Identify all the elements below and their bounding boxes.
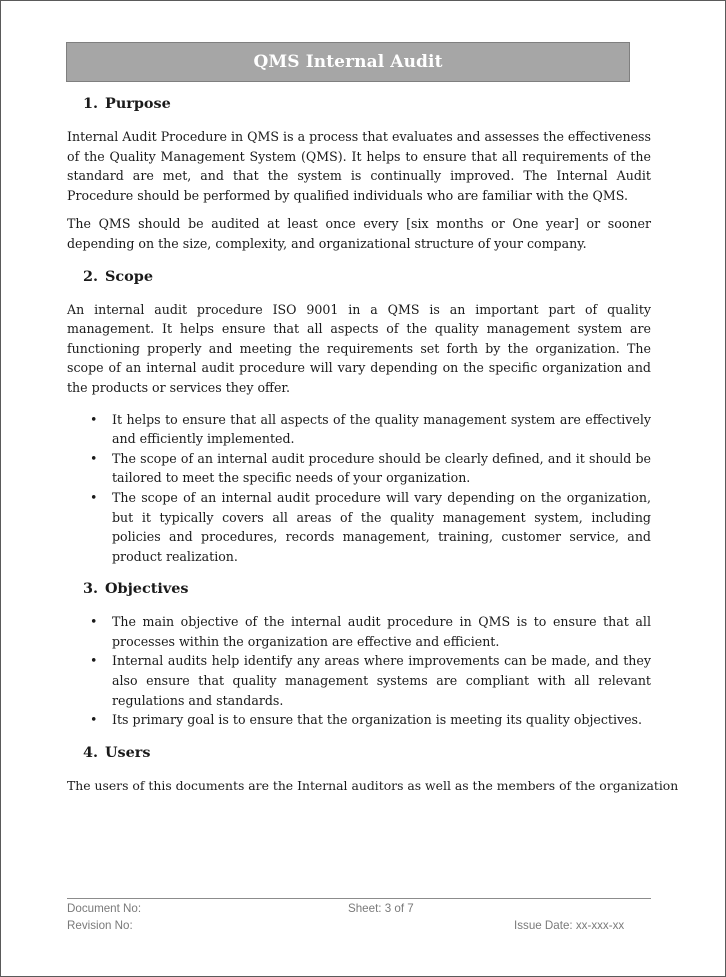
bullet-marker: • [90, 450, 98, 466]
paragraph: Internal Audit Procedure in QMS is a process that evaluates and assesses the effectiveness of the Quality Management System (QMS). It helps to ensure that all requirements of the standard are met, and that the system is continually improved. The Internal Audit Procedure should be performed by qualified individuals who are familiar with the QMS. [67, 129, 651, 203]
section-heading [83, 742, 651, 764]
list-item-text: Its primary goal is to ensure that the organization is meeting its quality objectives. [112, 712, 643, 728]
bullet-marker: • [90, 411, 98, 427]
title-banner [66, 42, 630, 82]
section-number: 3. [83, 580, 99, 598]
paragraph: The users of this documents are the Internal auditors as well as the members of the organization [67, 777, 679, 793]
section-heading [83, 266, 651, 288]
paragraph: An internal audit procedure ISO 9001 in a QMS is an important part of quality management. It helps ensure that all aspects of the quality management system are functioning properly and meeting the requirements set forth by the organization. The scope of an internal audit procedure will vary depending on the specific organization and the products or services they offer. [67, 301, 651, 395]
section-title: Users [105, 743, 151, 761]
section-heading [83, 578, 651, 600]
bullet-marker: • [90, 489, 98, 505]
bullet-list [67, 410, 651, 567]
revision-number-label: Revision No: [67, 919, 133, 932]
list-item-text: The scope of an internal audit procedure should be clearly defined, and it should be tailored to meet the specific needs of your organization. [112, 450, 651, 486]
section-title: Purpose [105, 95, 171, 112]
bullet-marker: • [90, 653, 98, 669]
section-number: 4. [83, 743, 99, 761]
section-users [67, 742, 679, 796]
bullet-list [67, 612, 651, 730]
bullet-marker: • [90, 614, 98, 630]
issue-date: Issue Date: xx-xxx-xx [514, 919, 625, 932]
section-purpose [67, 93, 651, 254]
page-footer [67, 898, 651, 939]
section-scope [67, 266, 651, 567]
list-item [90, 488, 651, 566]
list-item [90, 651, 651, 710]
bullet-marker: • [90, 712, 98, 728]
document-number-label: Document No: [67, 902, 142, 915]
section-heading [83, 93, 651, 115]
list-item-text: The scope of an internal audit procedure will vary depending on the organization, but it typically covers all areas of the quality management system, including policies and procedures, records management, training, customer service, and product realization. [112, 489, 651, 564]
section-number: 1. [83, 95, 99, 112]
list-item [90, 612, 651, 651]
list-item [90, 410, 651, 449]
section-title: Objectives [105, 580, 189, 598]
list-item [90, 710, 651, 730]
list-item-text: The main objective of the internal audit procedure in QMS is to ensure that all processes within the organization are effective and efficient. [112, 614, 651, 649]
list-item [90, 449, 651, 488]
section-title: Scope [105, 267, 153, 285]
list-item-text: Internal audits help identify any areas where improvements can be made, and they also ensure that quality management systems are compliant with all relevant regulations and standards. [112, 653, 651, 708]
section-objectives [67, 578, 651, 730]
document-body [67, 93, 679, 795]
paragraph: The QMS should be audited at least once every [six months or One year] or sooner depending on the size, complexity, and organizational structure of your company. [67, 216, 651, 251]
document-title: QMS Internal Audit [253, 52, 443, 72]
sheet-number: Sheet: 3 of 7 [348, 902, 414, 915]
list-item-text: It helps to ensure that all aspects of the quality management system are effectively and efficiently implemented. [112, 411, 651, 447]
section-number: 2. [83, 267, 99, 285]
